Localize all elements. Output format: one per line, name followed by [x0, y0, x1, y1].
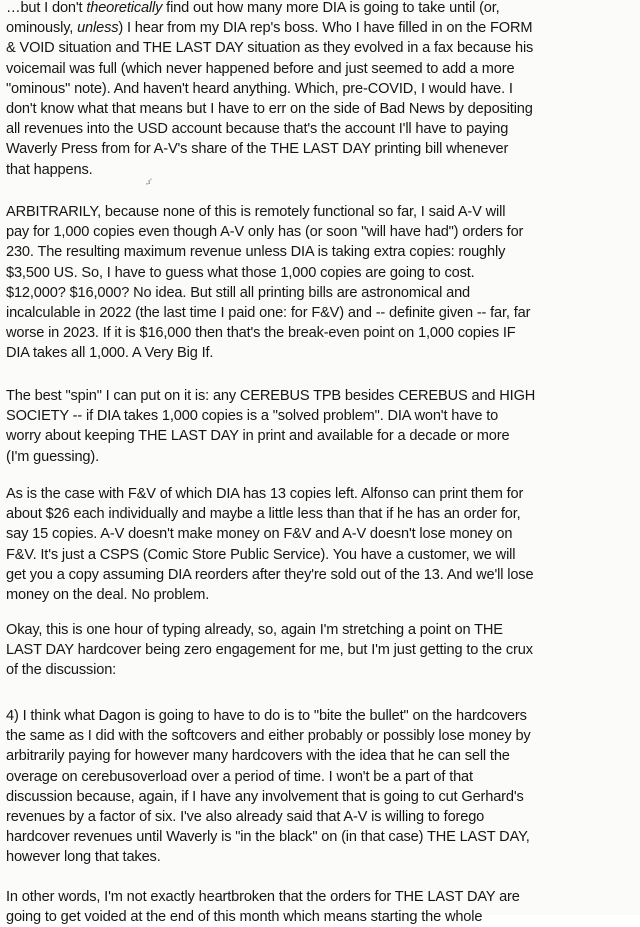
text-line: don't know what that means but I have to err on the side of Bad News by depositing — [6, 101, 533, 117]
text-line: pay for 1,000 copies even though A-V only has (or soon "will have had") orders for — [6, 224, 524, 241]
text-line: incalculable in 2022 (the last time I paid one: for F&V) and -- definite given -- far, far — [6, 305, 531, 321]
text-line: worse in 2023. If it is $16,000 then that's the break-even point on 1,000 copies IF — [6, 325, 516, 342]
text-line: revenues by a factor of six. I've also already said that A-V is willing to forego — [6, 809, 485, 825]
text-line: In other words, I'm not exactly heartbroken that the orders for THE LAST DAY are — [6, 889, 520, 905]
text-line: voicemail was full (which never happened before and just seemed to add a more — [6, 60, 515, 77]
text-line: discussion because, again, if I have any involvement that is going to cut Gerhard's — [6, 788, 524, 805]
text-line: however long that takes. — [6, 849, 161, 866]
text-line: money on the deal. No problem. — [6, 587, 210, 603]
emphasis: theoretically — [86, 0, 163, 16]
text-line: $3,500 US. So, I have to guess what those 1,000 copies are going to cost. — [6, 264, 475, 281]
text-line: F&V. It's just a CSPS (Comic Store Public Service). You have a customer, we will — [6, 546, 516, 563]
text-line: As is the case with F&V of which DIA has 13 copies left. Alfonso can print them for — [6, 486, 524, 502]
text-line: that happens. — [6, 161, 93, 178]
emphasis: unless — [77, 20, 119, 37]
text-line: ARBITRARILY, because none of this is remotely functional so far, I said A-V will — [6, 204, 506, 220]
text-line: ominously, unless) I hear from my DIA rep's boss. Who I have filled in on the FORM — [6, 20, 533, 37]
text-line: the same as I did with the softcovers and either probably or possibly lose money by — [6, 728, 531, 745]
text-line: all revenues into the USD account because that's the account I'll have to paying — [6, 121, 509, 138]
text-line: of the discussion: — [6, 662, 117, 679]
text-line: 4) I think what Dagon is going to have to do is to "bite the bullet" on the hardcovers — [6, 708, 527, 724]
text-line: Okay, this is one hour of typing already, so, again I'm stretching a point on THE — [6, 622, 503, 638]
text-line: "ominous" note). And haven't heard anything. Which, pre-COVID, I would have. I — [6, 80, 513, 97]
text-line: Waverly Press from for A-V's share of the THE LAST DAY printing bill whenever — [6, 141, 509, 158]
text-line: & VOID situation and THE LAST DAY situation as they evolved in a fax because his — [6, 40, 534, 57]
text-line: DIA takes all 1,000. A Very Big If. — [6, 345, 214, 362]
text-line: arbitrarily paying for however many hardcovers with the idea that he can sell the — [6, 748, 510, 765]
text-line: going to get voided at the end of this month which means starting the whole — [6, 909, 483, 926]
text-line: LAST DAY hardcover being zero engagement for me, but I'm just getting to the crux — [6, 642, 533, 659]
text-line: (I'm guessing). — [6, 448, 99, 465]
text-line: $12,000? $16,000? No idea. But still all printing bills are astronomical and — [6, 284, 471, 301]
scan-speck: ,ı' — [146, 177, 152, 186]
text-line: worry about keeping THE LAST DAY in print and available for a decade or more — [6, 428, 510, 445]
text-line: The best "spin" I can put on it is: any CEREBUS TPB besides CEREBUS and HIGH — [6, 388, 536, 404]
text-line: say 15 copies. A-V doesn't make money on F&V and A-V doesn't lose money on — [6, 526, 513, 543]
text-line: …but I don't theoretically find out how many more DIA is going to take until (or, — [6, 0, 500, 16]
text-line: get you a copy assuming DIA reorders after they're sold out of the 13. And we'll lose — [6, 566, 534, 583]
text-line: SOCIETY -- if DIA takes 1,000 copies is a "solved problem". DIA won't have to — [6, 408, 499, 425]
text-line: 230. The resulting maximum revenue unless DIA is taking extra copies: roughly — [6, 244, 506, 261]
text-line: hardcover revenues until Waverly is "in the black" on (in that case) THE LAST DAY, — [6, 829, 530, 846]
text-line: about $26 each individually and maybe a little less than that if he has an order for, — [6, 506, 521, 523]
text-line: overage on cerebusoverload over a period of time. I won't be a part of that — [6, 768, 473, 785]
